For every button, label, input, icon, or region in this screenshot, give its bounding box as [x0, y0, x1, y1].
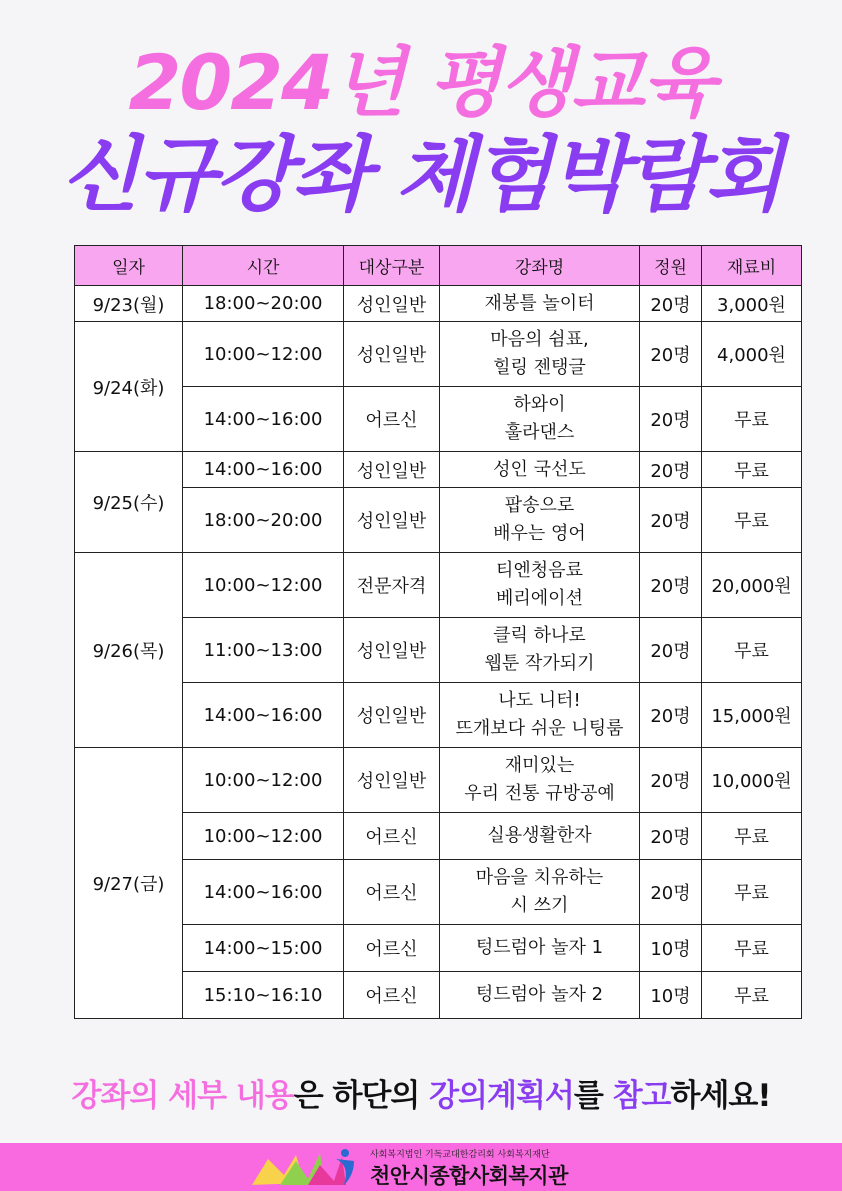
time-cell: 18:00~20:00 — [183, 488, 344, 553]
course-line: 재미있는 — [504, 755, 575, 776]
course-cell — [440, 813, 640, 860]
fee-cell: 10,000원 — [702, 748, 802, 813]
time-cell: 14:00~16:00 — [183, 387, 344, 452]
time-cell: 10:00~12:00 — [183, 553, 344, 618]
target-cell: 성인일반 — [344, 748, 440, 813]
table-row — [75, 683, 802, 748]
footnote-syllabus-text: 강의계획서 — [429, 1078, 574, 1114]
course-cell — [440, 683, 640, 748]
table-row — [75, 488, 802, 553]
fee-cell: 무료 — [702, 972, 802, 1019]
target-cell: 어르신 — [344, 387, 440, 452]
header-fee: 재료비 — [702, 246, 802, 286]
course-line: 배우는 영어 — [493, 523, 586, 544]
course-line: 성인 국선도 — [493, 458, 586, 480]
fee-cell: 무료 — [702, 452, 802, 488]
date-cell: 9/23(월) — [75, 286, 183, 322]
target-cell: 성인일반 — [344, 452, 440, 488]
course-cell — [440, 553, 640, 618]
target-cell: 어르신 — [344, 860, 440, 925]
header-capacity: 정원 — [640, 246, 702, 286]
table-row — [75, 553, 802, 618]
footnote-text: 은 하단의 — [293, 1078, 430, 1114]
table-row — [75, 972, 802, 1019]
date-cell: 9/27(금) — [75, 748, 183, 1019]
course-line: 티엔청음료 — [496, 560, 583, 581]
fee-cell: 무료 — [702, 925, 802, 972]
capacity-cell: 20명 — [640, 860, 702, 925]
time-cell: 10:00~12:00 — [183, 813, 344, 860]
header-target: 대상구분 — [344, 246, 440, 286]
table-row — [75, 925, 802, 972]
capacity-cell: 10명 — [640, 925, 702, 972]
footnote-detail-text: 강좌의 세부 내용 — [71, 1078, 294, 1114]
fee-cell: 무료 — [702, 813, 802, 860]
date-cell: 9/24(화) — [75, 322, 183, 452]
capacity-cell: 10명 — [640, 972, 702, 1019]
course-line: 텅드럼아 놀자 2 — [475, 984, 604, 1005]
course-line: 하와이 — [513, 394, 566, 415]
target-cell: 어르신 — [344, 925, 440, 972]
table-row — [75, 860, 802, 925]
welfare-center-logo-icon — [250, 1145, 360, 1191]
target-cell: 성인일반 — [344, 618, 440, 683]
course-cell — [440, 452, 640, 488]
fee-cell: 3,000원 — [702, 286, 802, 322]
date-cell: 9/26(목) — [75, 553, 183, 748]
course-cell — [440, 322, 640, 387]
header-date: 일자 — [75, 246, 183, 286]
header-course: 강좌명 — [440, 246, 640, 286]
capacity-cell: 20명 — [640, 618, 702, 683]
organization-name: 천안시종합사회복지관 — [370, 1164, 568, 1188]
course-line: 마음을 치유하는 — [475, 867, 604, 888]
time-cell: 18:00~20:00 — [183, 286, 344, 322]
course-line: 나도 니터! — [498, 690, 581, 711]
capacity-cell: 20명 — [640, 286, 702, 322]
page-title-line1: 2024년 평생교육 — [128, 38, 714, 127]
capacity-cell: 20명 — [640, 813, 702, 860]
course-line: 훌라댄스 — [504, 422, 575, 443]
fee-cell: 무료 — [702, 618, 802, 683]
course-line: 텅드럼아 놀자 1 — [475, 937, 604, 958]
organization-subtitle: 사회복지법인 기독교대한감리회 사회복지재단 — [370, 1150, 550, 1160]
capacity-cell: 20명 — [640, 488, 702, 553]
table-row — [75, 813, 802, 860]
course-cell — [440, 860, 640, 925]
fee-cell: 무료 — [702, 488, 802, 553]
fee-cell: 20,000원 — [702, 553, 802, 618]
page-title-line2: 신규강좌 체험박람회 — [60, 128, 782, 223]
course-line: 힐링 젠탱글 — [493, 357, 586, 378]
fee-cell: 4,000원 — [702, 322, 802, 387]
capacity-cell: 20명 — [640, 748, 702, 813]
course-line: 실용생활한자 — [487, 825, 592, 846]
course-line: 재봉틀 놀이터 — [484, 292, 595, 314]
course-cell — [440, 286, 640, 322]
table-row — [75, 322, 802, 387]
date-cell: 9/25(수) — [75, 452, 183, 553]
capacity-cell: 20명 — [640, 683, 702, 748]
target-cell: 전문자격 — [344, 553, 440, 618]
table-row — [75, 387, 802, 452]
fee-cell: 무료 — [702, 387, 802, 452]
table-row — [75, 748, 802, 813]
footnote — [0, 1070, 842, 1115]
table-row — [75, 286, 802, 322]
schedule-table — [74, 245, 802, 1019]
course-cell — [440, 387, 640, 452]
course-line: 시 쓰기 — [510, 895, 569, 916]
target-cell: 성인일반 — [344, 488, 440, 553]
course-line: 클릭 하나로 — [493, 625, 586, 646]
target-cell: 어르신 — [344, 972, 440, 1019]
course-line: 웹툰 작가되기 — [484, 653, 595, 674]
course-line: 마음의 쉼표, — [490, 329, 589, 350]
time-cell: 10:00~12:00 — [183, 748, 344, 813]
target-cell: 성인일반 — [344, 286, 440, 322]
fee-cell: 무료 — [702, 860, 802, 925]
capacity-cell: 20명 — [640, 553, 702, 618]
header-time: 시간 — [183, 246, 344, 286]
capacity-cell: 20명 — [640, 387, 702, 452]
time-cell: 14:00~15:00 — [183, 925, 344, 972]
footnote-refer-text: 참고 — [612, 1078, 671, 1114]
time-cell: 14:00~16:00 — [183, 452, 344, 488]
capacity-cell: 20명 — [640, 452, 702, 488]
course-line: 베리에이션 — [496, 588, 583, 609]
footer-bar — [0, 1143, 842, 1191]
time-cell: 14:00~16:00 — [183, 860, 344, 925]
table-row — [75, 452, 802, 488]
course-cell — [440, 488, 640, 553]
course-line: 팝송으로 — [504, 495, 575, 516]
course-cell — [440, 748, 640, 813]
time-cell: 15:10~16:10 — [183, 972, 344, 1019]
footnote-text: 를 — [573, 1078, 613, 1114]
time-cell: 10:00~12:00 — [183, 322, 344, 387]
table-header-row — [75, 246, 802, 286]
course-cell — [440, 925, 640, 972]
target-cell: 성인일반 — [344, 322, 440, 387]
footnote-text: 하세요! — [670, 1078, 771, 1114]
course-cell — [440, 972, 640, 1019]
course-line: 우리 전통 규방공예 — [464, 783, 615, 804]
table-row — [75, 618, 802, 683]
time-cell: 14:00~16:00 — [183, 683, 344, 748]
course-cell — [440, 618, 640, 683]
target-cell: 성인일반 — [344, 683, 440, 748]
target-cell: 어르신 — [344, 813, 440, 860]
time-cell: 11:00~13:00 — [183, 618, 344, 683]
fee-cell: 15,000원 — [702, 683, 802, 748]
course-line: 뜨개보다 쉬운 니팅룸 — [455, 718, 624, 739]
capacity-cell: 20명 — [640, 322, 702, 387]
